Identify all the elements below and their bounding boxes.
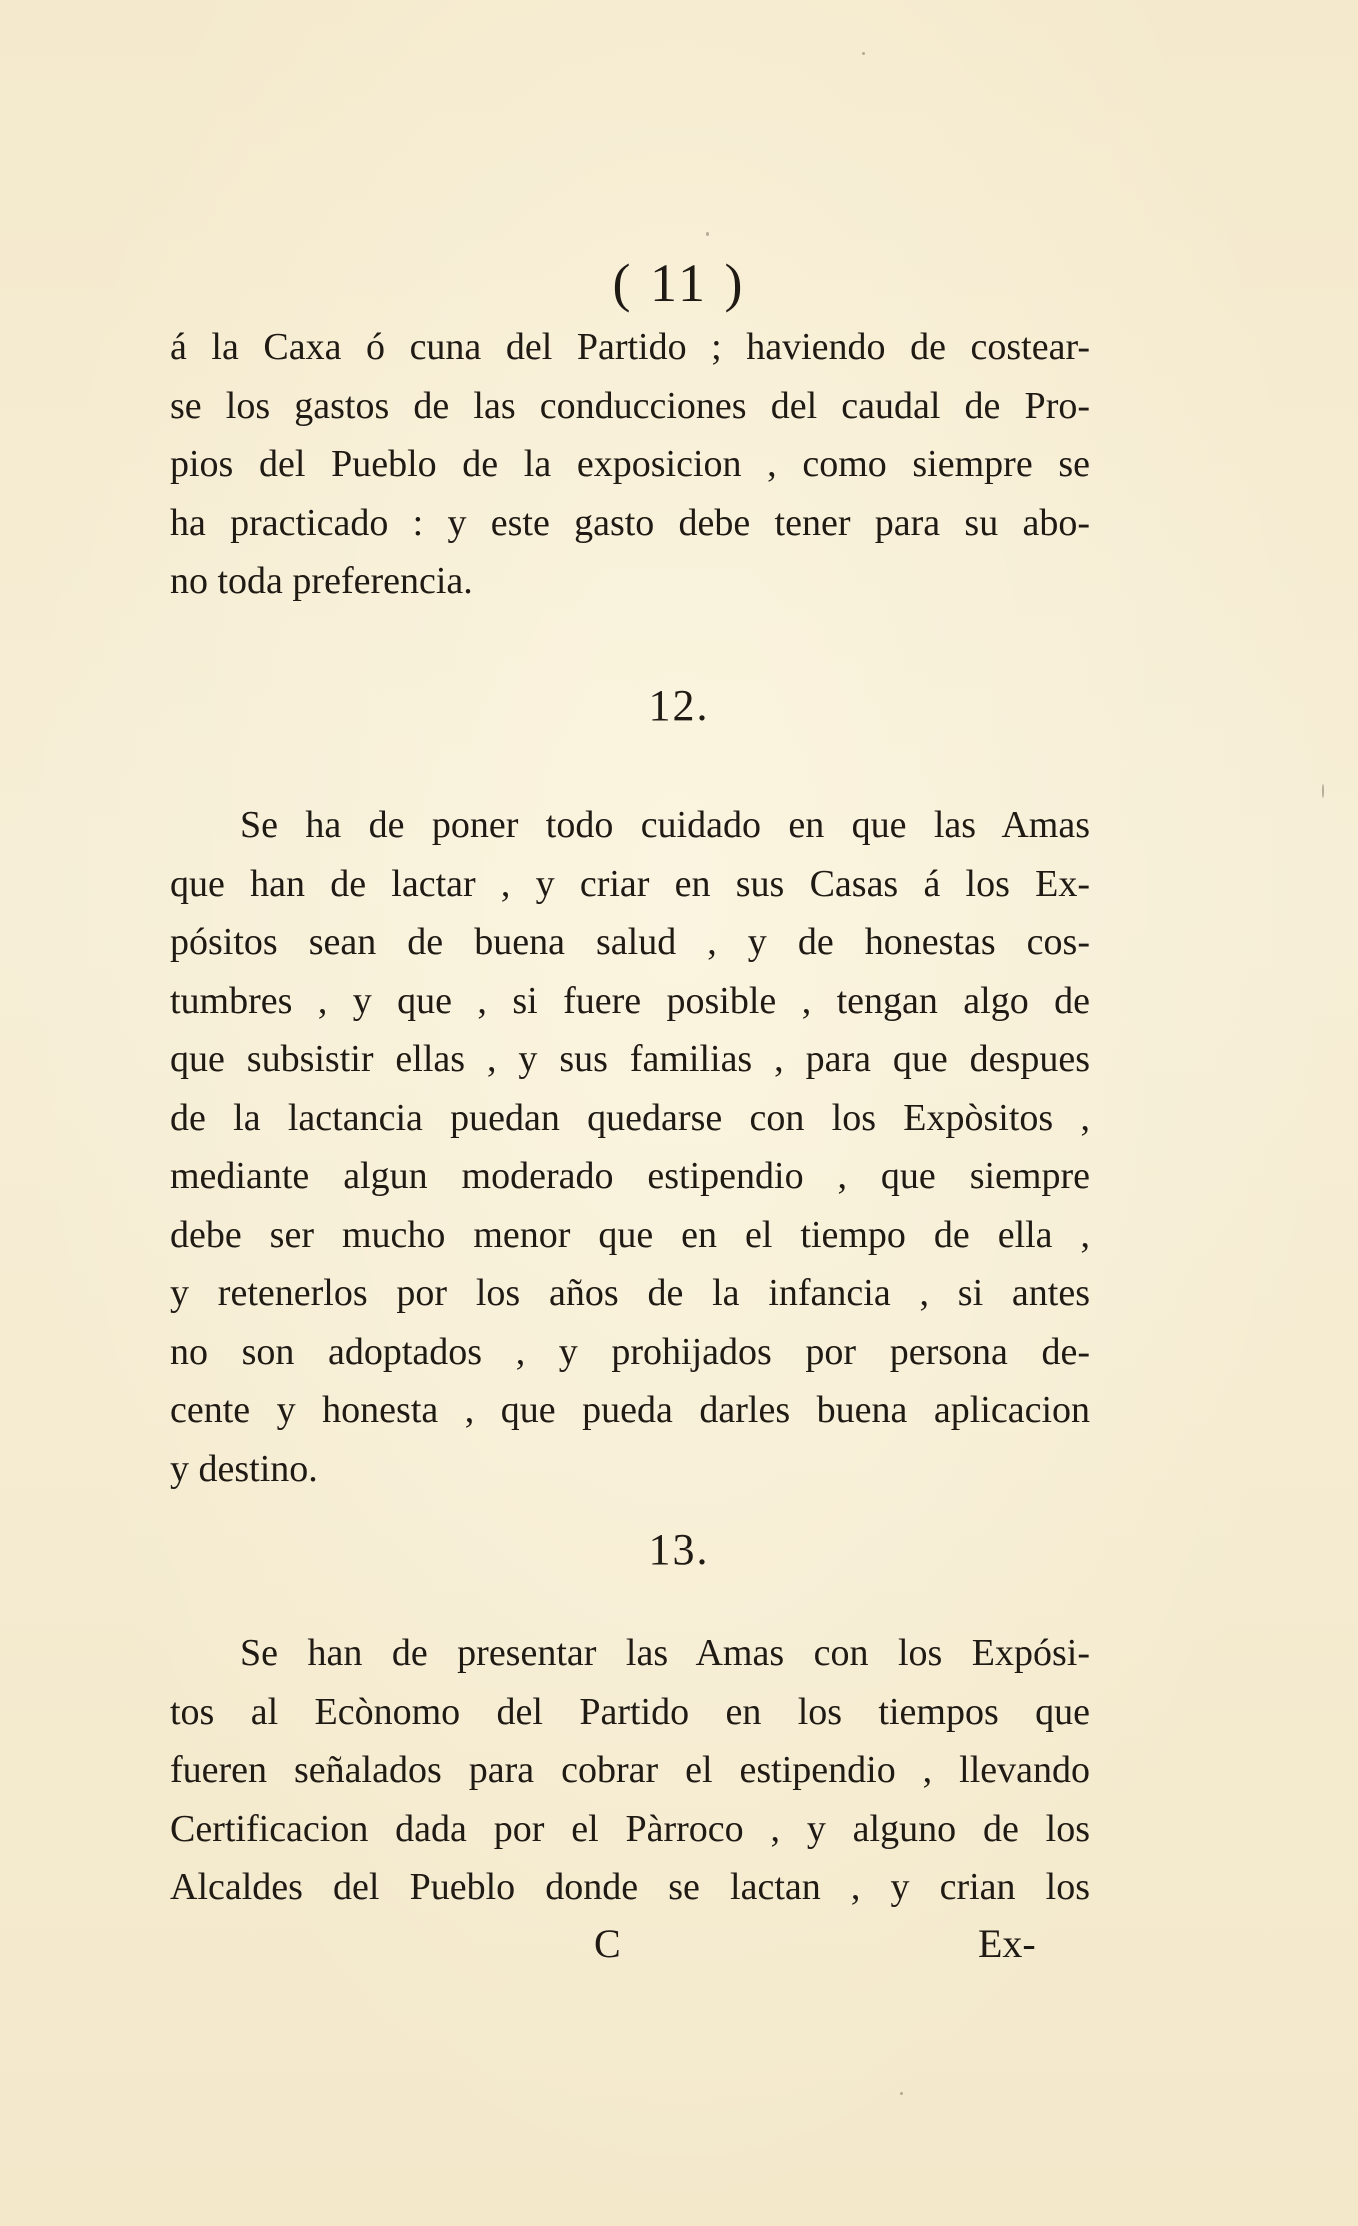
section-13-text: [170, 1624, 1090, 1917]
paragraph-continuation: [170, 318, 1090, 611]
paper-speck: [900, 2092, 903, 2095]
text-line: tos al Ecònomo del Partido en los tiempos que: [170, 1690, 1090, 1733]
signature-mark: C: [594, 1921, 621, 1966]
text-line: mediante algun moderado estipendio , que siempre: [170, 1155, 1090, 1197]
text-line: Certificacion dada por el Pàrroco , y alguno de los: [170, 1807, 1090, 1850]
text-line: y retenerlos por los años de la infancia , si antes: [170, 1272, 1090, 1314]
text-line: de la lactancia puedan quedarse con los Expòsitos ,: [170, 1096, 1090, 1139]
text-line: no toda preferencia.: [170, 560, 473, 602]
text-line: ha practicado : y este gasto debe tener para su abo-: [170, 501, 1090, 544]
page-number-header: ( 11 ): [612, 253, 746, 313]
catchword: Ex-: [978, 1921, 1036, 1966]
section-number-12: 12.: [648, 681, 710, 730]
paper-speck: [706, 232, 709, 236]
text-line: tumbres , y que , si fuere posible , tengan algo de: [170, 979, 1090, 1022]
text-line: Se ha de poner todo cuidado en que las Amas: [240, 804, 1090, 846]
text-line: y destino.: [170, 1447, 318, 1490]
text-line: Se han de presentar las Amas con los Expósi-: [240, 1632, 1090, 1674]
paper-speck: [1322, 784, 1324, 798]
text-line: que han de lactar , y criar en sus Casas á los Ex-: [170, 862, 1090, 905]
text-line: pósitos sean de buena salud , y de honestas cos-: [170, 921, 1090, 963]
text-line: pios del Pueblo de la exposicion , como siempre se: [170, 443, 1090, 485]
text-line: á la Caxa ó cuna del Partido ; haviendo de costear-: [170, 326, 1090, 368]
text-line: cente y honesta , que pueda darles buena aplicacion: [170, 1389, 1090, 1431]
text-line: no son adoptados , y prohijados por persona de-: [170, 1330, 1090, 1373]
paper-speck: [862, 52, 865, 55]
text-line: debe ser mucho menor que en el tiempo de ella ,: [170, 1213, 1090, 1256]
text-line: se los gastos de las conducciones del caudal de Pro-: [170, 384, 1090, 427]
text-line: que subsistir ellas , y sus familias , para que despues: [170, 1038, 1090, 1080]
section-number-13: 13.: [648, 1525, 710, 1574]
text-line: fueren señalados para cobrar el estipendio , llevando: [170, 1749, 1090, 1791]
section-12-text: [170, 796, 1090, 1498]
text-line: Alcaldes del Pueblo donde se lactan , y crian los: [170, 1866, 1090, 1908]
